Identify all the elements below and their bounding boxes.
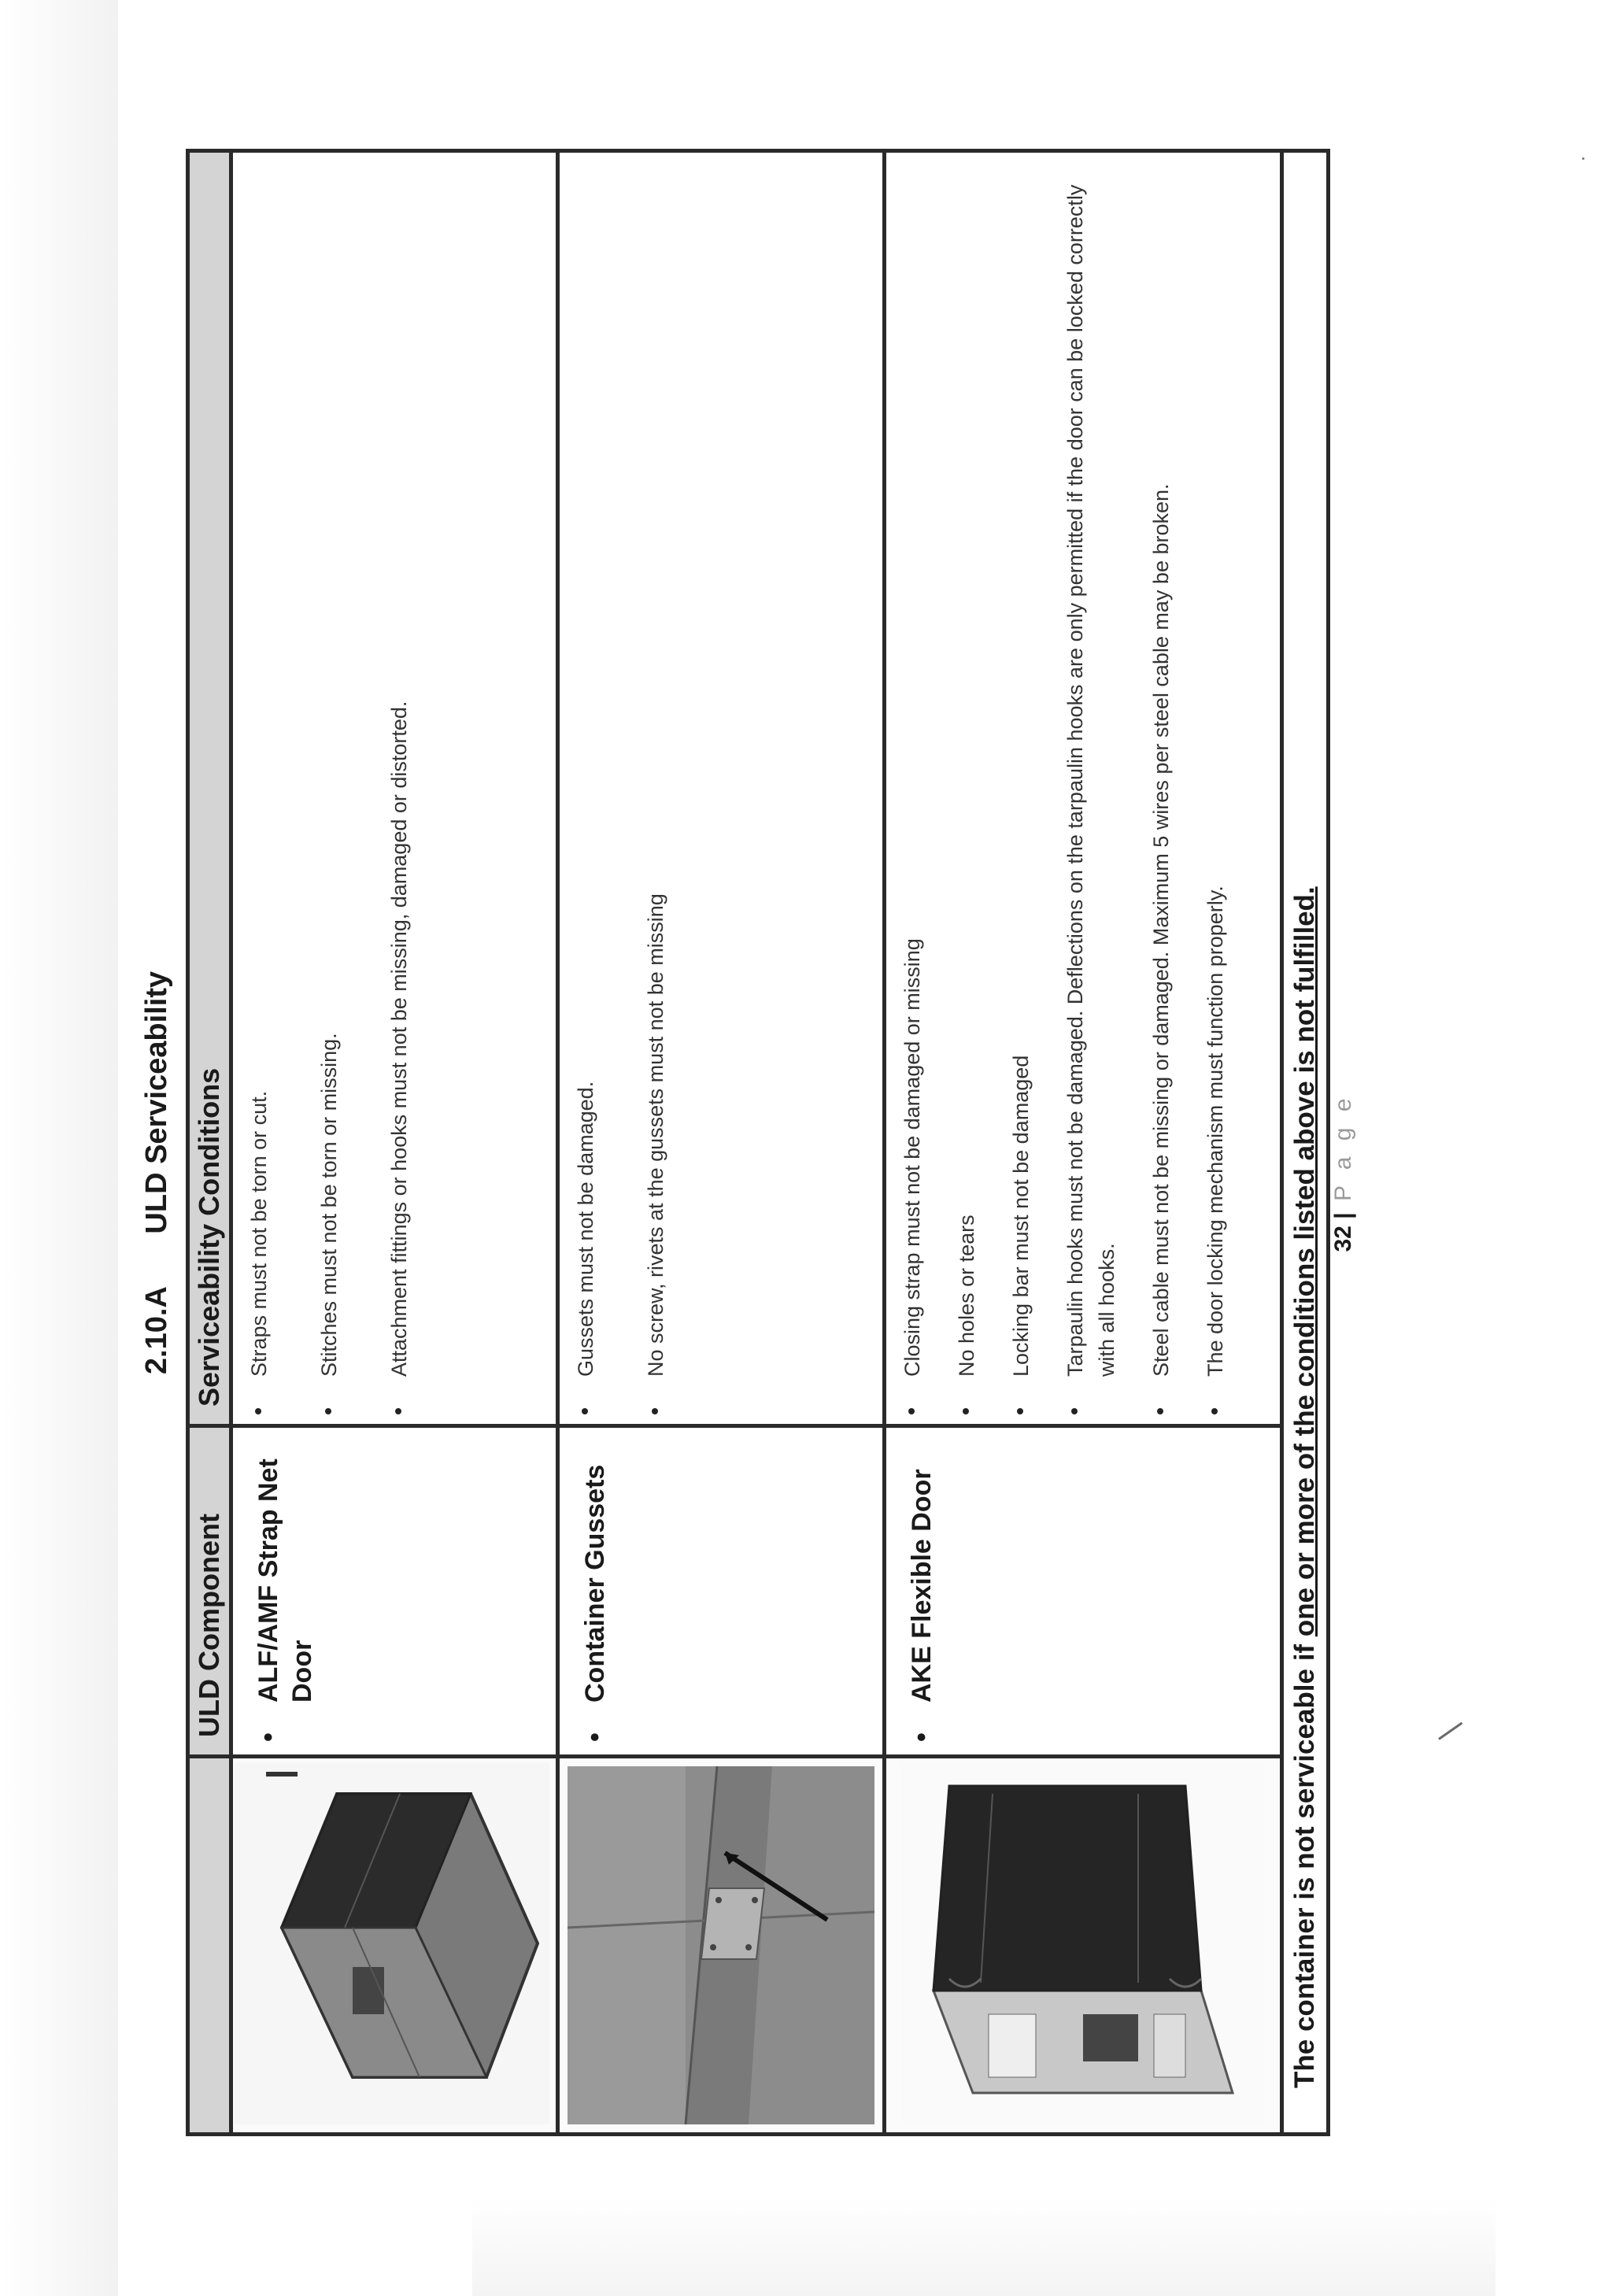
condition-item: Closing strap must not be damaged or missing — [897, 161, 928, 1418]
component-cell — [558, 1426, 885, 1757]
component-name: Container Gussets — [580, 1464, 610, 1703]
condition-item: Stitches must not be torn or missing. — [314, 161, 345, 1418]
footer-note-underlined: one or more of the conditions listed above is not fulfilled. — [1289, 886, 1320, 1637]
conditions-cell — [231, 151, 558, 1426]
component-name: AKE Flexible Door — [907, 1469, 937, 1703]
flexible-door-container-photo — [902, 1762, 1264, 2124]
table-footer-row — [1282, 151, 1329, 2135]
bullet: • — [907, 1732, 937, 1742]
condition-item: Gussets must not be damaged. — [571, 161, 601, 1418]
scan-shadow-left — [0, 0, 118, 2296]
component-name: ALF/AMF Strap Net Door — [253, 1459, 317, 1703]
rotated-page — [118, 157, 1456, 2165]
component-cell — [885, 1426, 1282, 1757]
bullet: • — [580, 1732, 610, 1742]
scan-shadow-bottom — [472, 2196, 1496, 2296]
condition-item: Straps must not be torn or cut. — [244, 161, 275, 1418]
table-row — [885, 151, 1282, 2135]
condition-item: No holes or tears — [952, 161, 982, 1418]
table-row — [231, 151, 558, 2135]
section-number: 2.10.A — [140, 1286, 173, 1375]
page-number: 32 — [1330, 1226, 1356, 1252]
condition-item: Tarpaulin hooks must not be damaged. Deflections on the tarpaulin hooks are only permitted if the door can be locked correctly with all hooks. — [1060, 161, 1122, 1418]
condition-item: The door locking mechanism must function properly. — [1200, 161, 1231, 1418]
table-header-row — [188, 151, 231, 2135]
scan-speck — [1582, 157, 1584, 160]
bullet: • — [253, 1732, 283, 1742]
condition-item: Locking bar must not be damaged — [1006, 161, 1037, 1418]
conditions-cell — [885, 151, 1282, 1426]
conditions-column-header: Serviceability Conditions — [188, 151, 231, 1426]
gussets-image-cell — [558, 1757, 885, 2135]
condition-item: Attachment fittings or hooks must not be missing, damaged or distorted. — [384, 161, 415, 1418]
footer-note — [1282, 151, 1329, 2135]
serviceability-table — [186, 149, 1330, 2136]
condition-item: No screw, rivets at the gussets must not be missing — [641, 161, 671, 1418]
page-separator: | — [1330, 1212, 1356, 1219]
component-column-header: ULD Component — [188, 1426, 231, 1757]
footer-note-text: The container is not serviceable if — [1289, 1636, 1320, 2088]
section-title: ULD Serviceability — [140, 971, 173, 1234]
flexible-door-image-cell — [885, 1757, 1282, 2135]
page-footer — [1330, 181, 1357, 2165]
image-column-header — [188, 1757, 231, 2135]
section-heading — [140, 181, 174, 2165]
table-row — [558, 151, 885, 2135]
gusset-closeup-photo — [568, 1766, 874, 2124]
condition-item: Steel cable must not be missing or damaged. Maximum 5 wires per steel cable may be broken. — [1146, 161, 1177, 1418]
strap-net-container-photo — [235, 1762, 549, 2124]
conditions-cell — [558, 151, 885, 1426]
strap-net-image-cell — [231, 1757, 558, 2135]
page-label: P a g e — [1330, 1093, 1356, 1202]
component-cell — [231, 1426, 558, 1757]
